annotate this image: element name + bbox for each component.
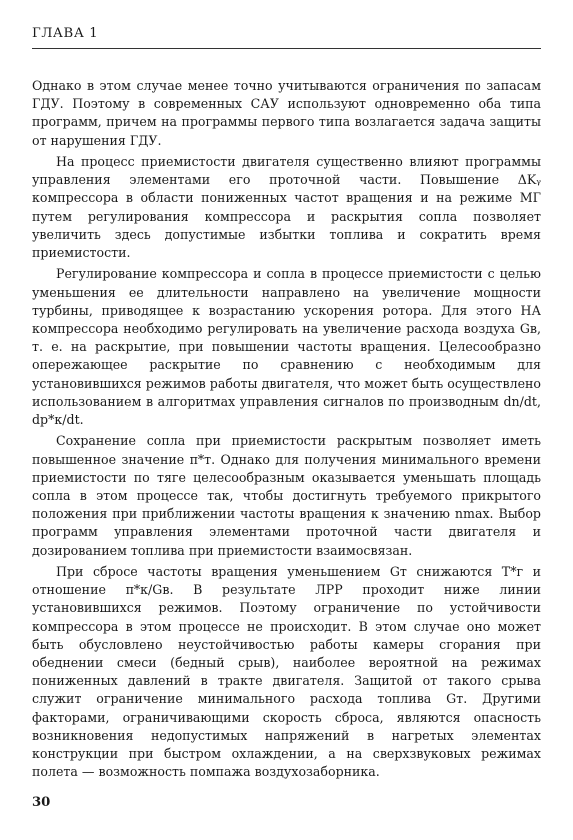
body-text [32, 77, 541, 785]
paragraph: Регулирование компрессора и сопла в процессе приемистости с целью уменьшения ее длительности направлено на увеличение мощности турбины, приводящее к возрастанию ускорения ротора. Для этого НА компрессора необходимо регулировать на увеличение расхода воздуха Gв, т. е. на раскрытие, при повышении частоты вращения. Целесообразно опережающее раскрытие по сравнению с необходимым для установившихся режимов работы двигателя, что может быть осуществлено использованием в алгоритмах управления сигналов по производным dn/dt, dp*к/dt. [32, 266, 541, 428]
page-number: 30 [32, 795, 51, 810]
paragraph: На процесс приемистости двигателя существенно влияют программы управления элементами его проточной части. Повышение ΔKᵧ компрессора в области пониженных частот вращения и на режиме МГ путем регулирования компрессора и раскрытия сопла позволяет увеличить здесь допустимые избытки топлива и сократить время приемистости. [32, 154, 541, 261]
paragraph: Сохранение сопла при приемистости раскрытым позволяет иметь повышенное значение π*т. Однако для получения минимального времени приемистости по тяге целесообразным оказывается уменьшать площадь сопла в этом процессе так, чтобы достигнуть требуемого прикрытого положения при приближении частоты вращения к значению nmax. Выбор программ управления элементами проточной части двигателя и дозированием топлива при приемистости взаимосвязан. [32, 433, 541, 558]
paragraph: При сбросе частоты вращения уменьшением Gт снижаются T*г и отношение π*к/Gв. В результате ЛРР проходит ниже линии установившихся режимов. Поэтому ограничение по устойчивости компрессора в этом процессе не происходит. В этом случае оно может быть обусловлено неустойчивостью работы камеры сгорания при обеднении смеси (бедный срыв), наиболее вероятной на режимах пониженных давлений в тракте двигателя. Защитой от такого срыва служит ограничение минимального расхода топлива Gт. Другими факторами, ограничивающими скорость сброса, являются опасность возникновения недопустимых напряжений в нагретых элементах конструкции при быстром охлаждении, а на сверхзвуковых режимах полета — возможность помпажа воздухозаборника. [32, 564, 541, 780]
header-rule [32, 48, 541, 49]
running-head: ГЛАВА 1 [32, 26, 99, 41]
paragraph: Однако в этом случае менее точно учитываются ограничения по запасам ГДУ. Поэтому в современных САУ используют одновременно оба типа программ, причем на программы первого типа возлагается задача защиты от нарушения ГДУ. [32, 78, 541, 148]
